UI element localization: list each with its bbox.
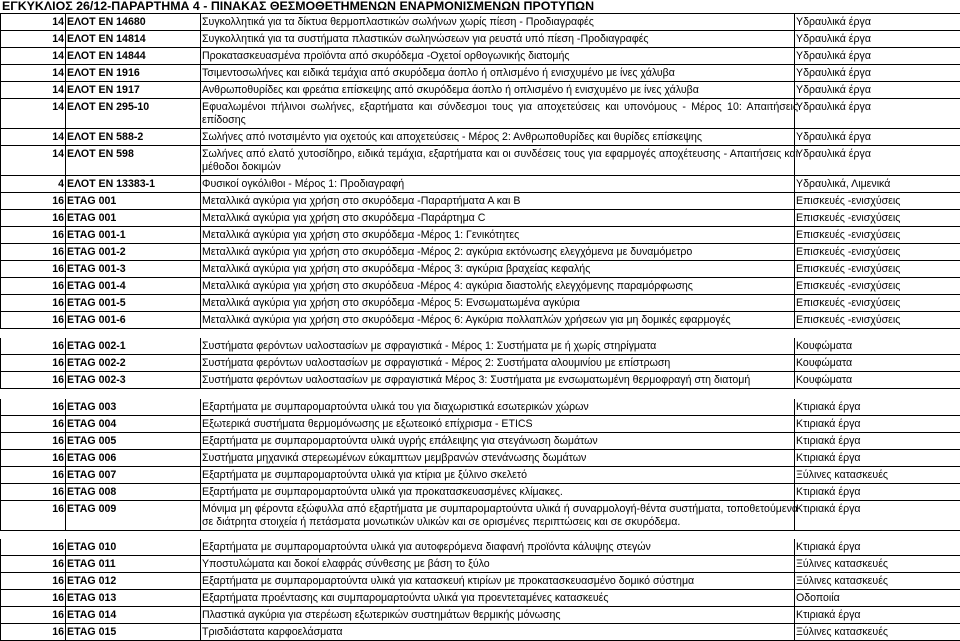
standard-description: Ανθρωποθυρίδες και φρεάτια επίσκεψης από σκυρόδεμα άοπλο ή οπλισμένο ή ενισχυμένο με ίνες χάλυβα — [202, 84, 699, 96]
standard-description: Εξαρτήματα με συμπαρομαρτούντα υλικά για προκατασκευασμένες κλίμακες. — [202, 486, 563, 498]
table-row — [0, 82, 960, 99]
table-row — [0, 48, 960, 65]
standard-code: ΕΛΟΤ ΕΝ 1916 — [67, 67, 140, 79]
row-number: 14 — [52, 148, 64, 160]
category: Ξύλινες κατασκευές — [796, 469, 889, 481]
category: Υδραυλικά έργα — [796, 148, 871, 160]
table-row — [0, 607, 960, 624]
table-row — [0, 13, 960, 31]
page-title: ΕΓΚΥΚΛΙΟΣ 26/12-ΠΑΡΑΡΤΗΜΑ 4 - ΠΙΝΑΚΑΣ ΘΕΣΜΟΘΕΤΗΜΕΝΩΝ ΕΝΑΡΜΟΝΙΣΜΕΝΩΝ ΠΡΟΤΥΠΩΝ — [2, 0, 595, 13]
row-number: 16 — [52, 357, 64, 369]
standard-description: Τρισδιάστατα καρφοελάσματα — [202, 626, 343, 638]
standard-code: ΕΛΟΤ ΕΝ 14844 — [67, 50, 146, 62]
category: Επισκευές -ενισχύσεις — [796, 297, 901, 309]
category: Κτιριακά έργα — [796, 503, 861, 515]
table-row — [0, 176, 960, 193]
row-number: 16 — [52, 503, 64, 515]
category: Κτιριακά έργα — [796, 486, 861, 498]
table-row — [0, 416, 960, 433]
standard-code: ETAG 014 — [67, 609, 117, 621]
standard-code: ETAG 010 — [67, 541, 117, 553]
table-row — [0, 573, 960, 590]
table-row — [0, 556, 960, 573]
standard-code: ΕΛΟΤ ΕΝ 598 — [67, 148, 134, 160]
row-number: 14 — [52, 67, 64, 79]
standard-code: ΕΛΟΤ ΕΝ 1917 — [67, 84, 140, 96]
standard-description: Συγκολλητικά για τα συστήματα πλαστικών σωληνώσεων για ρευστά υπό πίεση -Προδιαγραφές — [202, 33, 649, 45]
table-row — [0, 244, 960, 261]
table-row — [0, 261, 960, 278]
standard-code: ETAG 002-1 — [67, 340, 126, 352]
standard-description: Μεταλλικά αγκύρια για χρήση στο σκυρόδεμα -Μέρος 3: αγκύρια βραχείας κεφαλής — [202, 263, 591, 275]
row-number: 16 — [52, 297, 64, 309]
standard-description: Εξαρτήματα προέντασης και συμπαρομαρτούντα υλικά για προεντεταμένες κατασκευές — [202, 592, 609, 604]
standard-description: Μεταλλικά αγκύρια για χρήση στο σκυρόδεμα -Παράρτημα C — [202, 212, 486, 224]
standard-code: ETAG 001 — [67, 212, 117, 224]
category: Οδοποιία — [796, 592, 840, 604]
category: Υδραυλικά έργα — [796, 16, 871, 28]
category: Υδραυλικά έργα — [796, 67, 871, 79]
standard-description: Μεταλλικά αγκύρια για χρήση στο σκυρόδεμα -Παραρτήματα Α και Β — [202, 195, 521, 207]
table-row — [0, 295, 960, 312]
table-row — [0, 372, 960, 389]
standard-code: ETAG 001 — [67, 195, 117, 207]
category: Επισκευές -ενισχύσεις — [796, 280, 901, 292]
category: Υδραυλικά έργα — [796, 50, 871, 62]
standard-code: ETAG 002-3 — [67, 374, 126, 386]
standard-description: Μεταλλικά αγκύρια για χρήση στο σκυρόδευα -Μέρος 4: αγκύρια διαστολής ελεγχόμενης παραμόρφωσης — [202, 280, 693, 292]
row-number: 16 — [52, 401, 64, 413]
row-number: 14 — [52, 50, 64, 62]
standard-description: Μεταλλικά αγκύρια για χρήση στο σκυρόδεμα -Μέρος 2: αγκύρια εκτόνωσης ελεγχόμενα με δυναμόμετρο — [202, 246, 693, 258]
row-number: 16 — [52, 263, 64, 275]
standard-description: Πλαστικά αγκύρια για στερέωση εξωτερικών συστημάτων θερμικής μόνωσης — [202, 609, 561, 621]
category: Ξύλινες κατασκευές — [796, 558, 889, 570]
table-row — [0, 484, 960, 501]
standard-code: ΕΛΟΤ ΕΝ 13383-1 — [67, 178, 156, 190]
row-number: 14 — [52, 84, 64, 96]
category: Επισκευές -ενισχύσεις — [796, 212, 901, 224]
table-row — [0, 399, 960, 416]
row-number: 16 — [52, 592, 64, 604]
table-row — [0, 99, 960, 129]
standard-description: Εξαρτήματα με συμπαρομαρτούντα υλικά για κτίρια με ξύλινο σκελετό — [202, 469, 527, 481]
standard-code: ΕΛΟΤ ΕΝ 14680 — [67, 16, 146, 28]
category: Κουφώματα — [796, 374, 853, 386]
table-row — [0, 539, 960, 556]
standard-description: Συστήματα φερόντων υαλοστασίων με σφραγιστικά - Μέρος 1: Συστήματα με ή χωρίς στηρίγματα — [202, 340, 657, 352]
row-number: 16 — [52, 435, 64, 447]
row-number: 4 — [58, 178, 64, 190]
table-row — [0, 338, 960, 355]
standard-description: Τσιμεντοσωλήνες και ειδικά τεμάχια από σκυρόδεμα άοπλο ή οπλισμένο ή ενισχυμένο με ίνες χάλυβα — [202, 67, 675, 79]
standard-code: ETAG 011 — [67, 558, 116, 570]
category: Κτιριακά έργα — [796, 418, 861, 430]
standard-description: Μεταλλικά αγκύρια για χρήση στο σκυρόδεμα -Μέρος 1: Γενικότητες — [202, 229, 520, 241]
category: Επισκευές -ενισχύσεις — [796, 195, 901, 207]
table-row — [0, 450, 960, 467]
category: Κουφώματα — [796, 357, 853, 369]
standard-code: ΕΛΟΤ ΕΝ 588-2 — [67, 131, 144, 143]
category: Κτιριακά έργα — [796, 541, 861, 553]
row-number: 16 — [52, 374, 64, 386]
category: Κτιριακά έργα — [796, 452, 861, 464]
standard-code: ETAG 007 — [67, 469, 117, 481]
standard-description: Συγκολλητικά για τα δίκτυα θερμοπλαστικών σωλήνων χωρίς πίεση - Προδιαγραφές — [202, 16, 594, 28]
category: Κουφώματα — [796, 340, 853, 352]
standard-code: ETAG 008 — [67, 486, 117, 498]
row-number: 16 — [52, 229, 64, 241]
category: Υδραυλικά έργα — [796, 33, 871, 45]
row-number: 16 — [52, 314, 64, 326]
standard-description: Σωλήνες από ελατό χυτοσίδηρο, ειδικά τεμάχια, εξαρτήματα και οι συνδέσεις τους για εφαρμογές αποχέτευσης - Απαιτήσεις και μέθοδοι δοκιμών — [202, 148, 798, 173]
row-number: 16 — [52, 340, 64, 352]
table-row — [0, 433, 960, 450]
standard-description: Εξαρτήματα με συμπαρομαρτούντα υλικά υγρής επάλειψης για στεγάνωση δωμάτων — [202, 435, 598, 447]
row-number: 14 — [52, 131, 64, 143]
standard-description: Φυσικοί ογκόλιθοι - Μέρος 1: Προδιαγραφή — [202, 178, 405, 190]
category: Κτιριακά έργα — [796, 401, 861, 413]
table-row — [0, 210, 960, 227]
standard-code: ETAG 009 — [67, 503, 117, 515]
table-row — [0, 467, 960, 484]
standard-description: Μεταλλικά αγκύρια για χρήση στο σκυρόδεμα -Μέρος 6: Αγκύρια πολλαπλών χρήσεων για μη δομικές εφαρμογές — [202, 314, 731, 326]
category: Υδραυλικά, Λιμενικά — [796, 178, 891, 190]
standard-code: ETAG 015 — [67, 626, 117, 638]
standard-description: Υποστυλώματα και δοκοί ελαφράς σύνθεσης με βάση το ξύλο — [202, 558, 490, 570]
table-row — [0, 65, 960, 82]
category: Ξύλινες κατασκευές — [796, 626, 889, 638]
category: Ξύλινες κατασκευές — [796, 575, 889, 587]
standard-description: Προκατασκευασμένα προϊόντα από σκυρόδεμα -Οχετοί ορθογωνικής διατομής — [202, 50, 570, 62]
standard-code: ETAG 001-6 — [67, 314, 126, 326]
standard-description: Σωλήνες από ινοτσιμέντο για οχετούς και αποχετεύσεις - Μέρος 2: Ανθρωποθυρίδες και θυρίδες επίσκεψης — [202, 131, 702, 143]
table-row — [0, 501, 960, 531]
standard-code: ETAG 001-4 — [67, 280, 126, 292]
standard-code: ETAG 005 — [67, 435, 117, 447]
standard-code: ETAG 004 — [67, 418, 117, 430]
standard-description: Εξαρτήματα με συμπαρομαρτούντα υλικά για αυτοφερόμενα διαφανή προϊόντα κάλυψης στεγών — [202, 541, 651, 553]
standard-code: ETAG 006 — [67, 452, 117, 464]
standard-code: ETAG 001-3 — [67, 263, 126, 275]
row-separator — [0, 389, 960, 399]
standard-code: ETAG 012 — [67, 575, 117, 587]
standard-code: ETAG 001-5 — [67, 297, 126, 309]
row-number: 16 — [52, 626, 64, 638]
standard-description: Εξαρτήματα με συμπαρομαρτούντα υλικά του για διαχωριστικά εσωτερικών χώρων — [202, 401, 589, 413]
row-number: 16 — [52, 195, 64, 207]
standards-table — [0, 13, 960, 641]
standard-description: Συστήματα μηχανικά στερεωμένων εύκαμπτων μεμβρανών στενάνωσης δωμάτων — [202, 452, 587, 464]
standard-code: ETAG 001-2 — [67, 246, 126, 258]
category: Υδραυλικά έργα — [796, 131, 871, 143]
row-number: 16 — [52, 575, 64, 587]
row-number: 16 — [52, 452, 64, 464]
standard-code: ETAG 001-1 — [67, 229, 126, 241]
table-row — [0, 355, 960, 372]
standard-description: Εφυαλωμένοι πήλινοι σωλήνες, εξαρτήματα και σύνδεσμοι τους για αποχετεύσεις και υπονόμους - Μέρος 10: Απαιτήσεις επίδοσης — [202, 101, 798, 126]
category: Επισκευές -ενισχύσεις — [796, 314, 901, 326]
table-row — [0, 624, 960, 641]
category: Επισκευές -ενισχύσεις — [796, 229, 901, 241]
row-number: 16 — [52, 469, 64, 481]
standard-code: ETAG 003 — [67, 401, 117, 413]
standard-code: ETAG 013 — [67, 592, 117, 604]
table-row — [0, 129, 960, 146]
standard-description: Συστήματα φερόντων υαλοστασίων με σφραγιστικά Μέρος 3: Συστήματα με ενσωματωμένη θερμοφραγή στη διατομή — [202, 374, 751, 386]
row-separator — [0, 329, 960, 338]
table-row — [0, 227, 960, 244]
category: Υδραυλικά έργα — [796, 101, 871, 113]
table-row — [0, 278, 960, 295]
standard-description: Συστήματα φερόντων υαλοστασίων με σφραγιστικά - Μέρος 2: Συστήματα αλουμινίου με επίστρωση — [202, 357, 671, 369]
row-number: 14 — [52, 101, 64, 113]
category: Επισκευές -ενισχύσεις — [796, 246, 901, 258]
row-number: 16 — [52, 541, 64, 553]
category: Υδραυλικά έργα — [796, 84, 871, 96]
table-row — [0, 193, 960, 210]
row-number: 16 — [52, 486, 64, 498]
table-row — [0, 312, 960, 329]
category: Επισκευές -ενισχύσεις — [796, 263, 901, 275]
standard-description: Εξωτερικά συστήματα θερμομόνωσης με εξωτεοικό επίχρισμα - ETICS — [202, 418, 533, 430]
table-row — [0, 590, 960, 607]
standard-description: Μεταλλικά αγκύρια για χρήση στο σκυρόδεμα -Μέρος 5: Ενσωματωμένα αγκύρια — [202, 297, 580, 309]
row-number: 16 — [52, 609, 64, 621]
standard-description: Μόνιμα μη φέροντα εξώφυλλα από εξαρτήματα με συμπαρομαρτούντα υλικά ή συναρμολογή-θέντα συστήματα, τοποθετούμενα σε διάτρητα στοιχεία ή πετάσματα μονωτικών υλικών και σε ορισμένες περιπτώσεις και σε σκυρόδεμα. — [202, 503, 798, 528]
standard-code: ΕΛΟΤ ΕΝ 295-10 — [67, 101, 150, 113]
standard-code: ETAG 002-2 — [67, 357, 126, 369]
table-row — [0, 31, 960, 48]
standard-description: Εξαρτήματα με συμπαρομαρτούντα υλικά για κατασκευή κτιρίων με προκατασκευασμένο δομικό σύστημα — [202, 575, 695, 587]
category: Κτιριακά έργα — [796, 609, 861, 621]
row-number: 16 — [52, 246, 64, 258]
row-number: 14 — [52, 16, 64, 28]
row-number: 16 — [52, 212, 64, 224]
row-number: 14 — [52, 33, 64, 45]
row-separator — [0, 531, 960, 539]
row-number: 16 — [52, 280, 64, 292]
row-number: 16 — [52, 418, 64, 430]
category: Κτιριακά έργα — [796, 435, 861, 447]
row-number: 16 — [52, 558, 64, 570]
table-row — [0, 146, 960, 176]
standard-code: ΕΛΟΤ ΕΝ 14814 — [67, 33, 146, 45]
